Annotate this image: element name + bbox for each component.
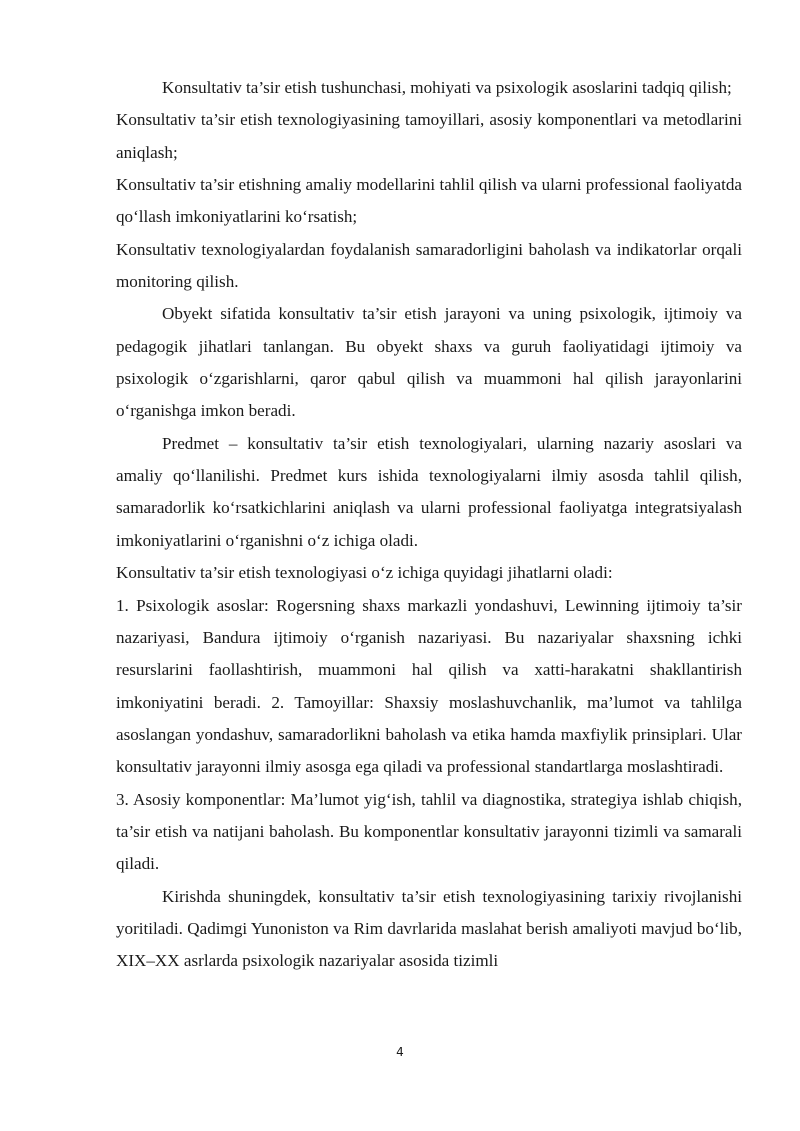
paragraph-aspects-3: 3. Asosiy komponentlar: Ma’lumot yig‘ish, tahlil va diagnostika, strategiya ishlab chiqish, ta’sir etish va natijani baholash. Bu komponentlar konsultativ jarayonni tizimli va samarali qiladi. <box>116 789 742 874</box>
paragraph-aspects-intro: Konsultativ ta’sir etish texnologiyasi o‘z ichiga quyidagi jihatlarni oladi: <box>116 563 613 583</box>
paragraph-subject: Predmet – konsultativ ta’sir etish texnologiyalari, ularning nazariy asoslari va amaliy qo‘llanilishi. Predmet kurs ishida texnologiyalarni ilmiy asosda tahlil qilish, samaradorlik ko‘rsatkichlarini aniqlash va ularni professional faoliyatga integratsiyalash imkoniyatlarini o‘rganishni o‘z ichiga oladi. <box>116 433 742 550</box>
paragraph-history: Kirishda shuningdek, konsultativ ta’sir etish texnologiyasining tarixiy rivojlanishi yoritiladi. Qadimgi Yunoniston va Rim davrlarida maslahat berish amaliyoti mavjud bo‘lib, XIX–XX asrlarda psixologik nazariyalar asosida tizimli <box>116 886 742 971</box>
page-number: 4 <box>396 1045 404 1059</box>
paragraph-3: Konsultativ ta’sir etishning amaliy modellarini tahlil qilish va ularni professional faoliyatda qo‘llash imkoniyatlarini ko‘rsatish; <box>116 175 742 227</box>
paragraph-4: Konsultativ texnologiyalardan foydalanish samaradorligini baholash va indikatorlar orqali monitoring qilish. <box>116 239 742 292</box>
paragraph-aspects-1-2: 1. Psixologik asoslar: Rogersning shaxs markazli yondashuvi, Lewinning ijtimoiy ta’sir nazariyasi, Bandura ijtimoiy o‘rganish nazariyasi. Bu nazariyalar shaxsning ichki resurslarini faollashtirish, muammoni hal qilish va xatti-harakatni shakllantirish imkoniyatini beradi. 2. Tamoyillar: Shaxsiy moslashuvchanlik, ma’lumot va tahlilga asoslangan yondashuv, samaradorlikni baholash va etika hamda maxfiylik prinsiplari. Ular konsultativ jarayonni ilmiy asosga ega qiladi va professional standartlarga moslashtiradi. <box>116 595 742 777</box>
paragraph-1: Konsultativ ta’sir etish tushunchasi, mohiyati va psixologik asoslarini tadqiq qilish; <box>162 78 732 97</box>
paragraph-object: Obyekt sifatida konsultativ ta’sir etish jarayoni va uning psixologik, ijtimoiy va pedagogik jihatlari tanlangan. Bu obyekt shaxs va guruh faoliyatidagi ijtimoiy va psixologik o‘zgarishlarni, qaror qabul qilish va muammoni hal qilish jarayonlarini o‘rganishga imkon beradi. <box>116 304 742 421</box>
body-text <box>116 72 742 978</box>
paragraph-2: Konsultativ ta’sir etish texnologiyasining tamoyillari, asosiy komponentlari va metodlarini aniqlash; <box>116 110 742 162</box>
